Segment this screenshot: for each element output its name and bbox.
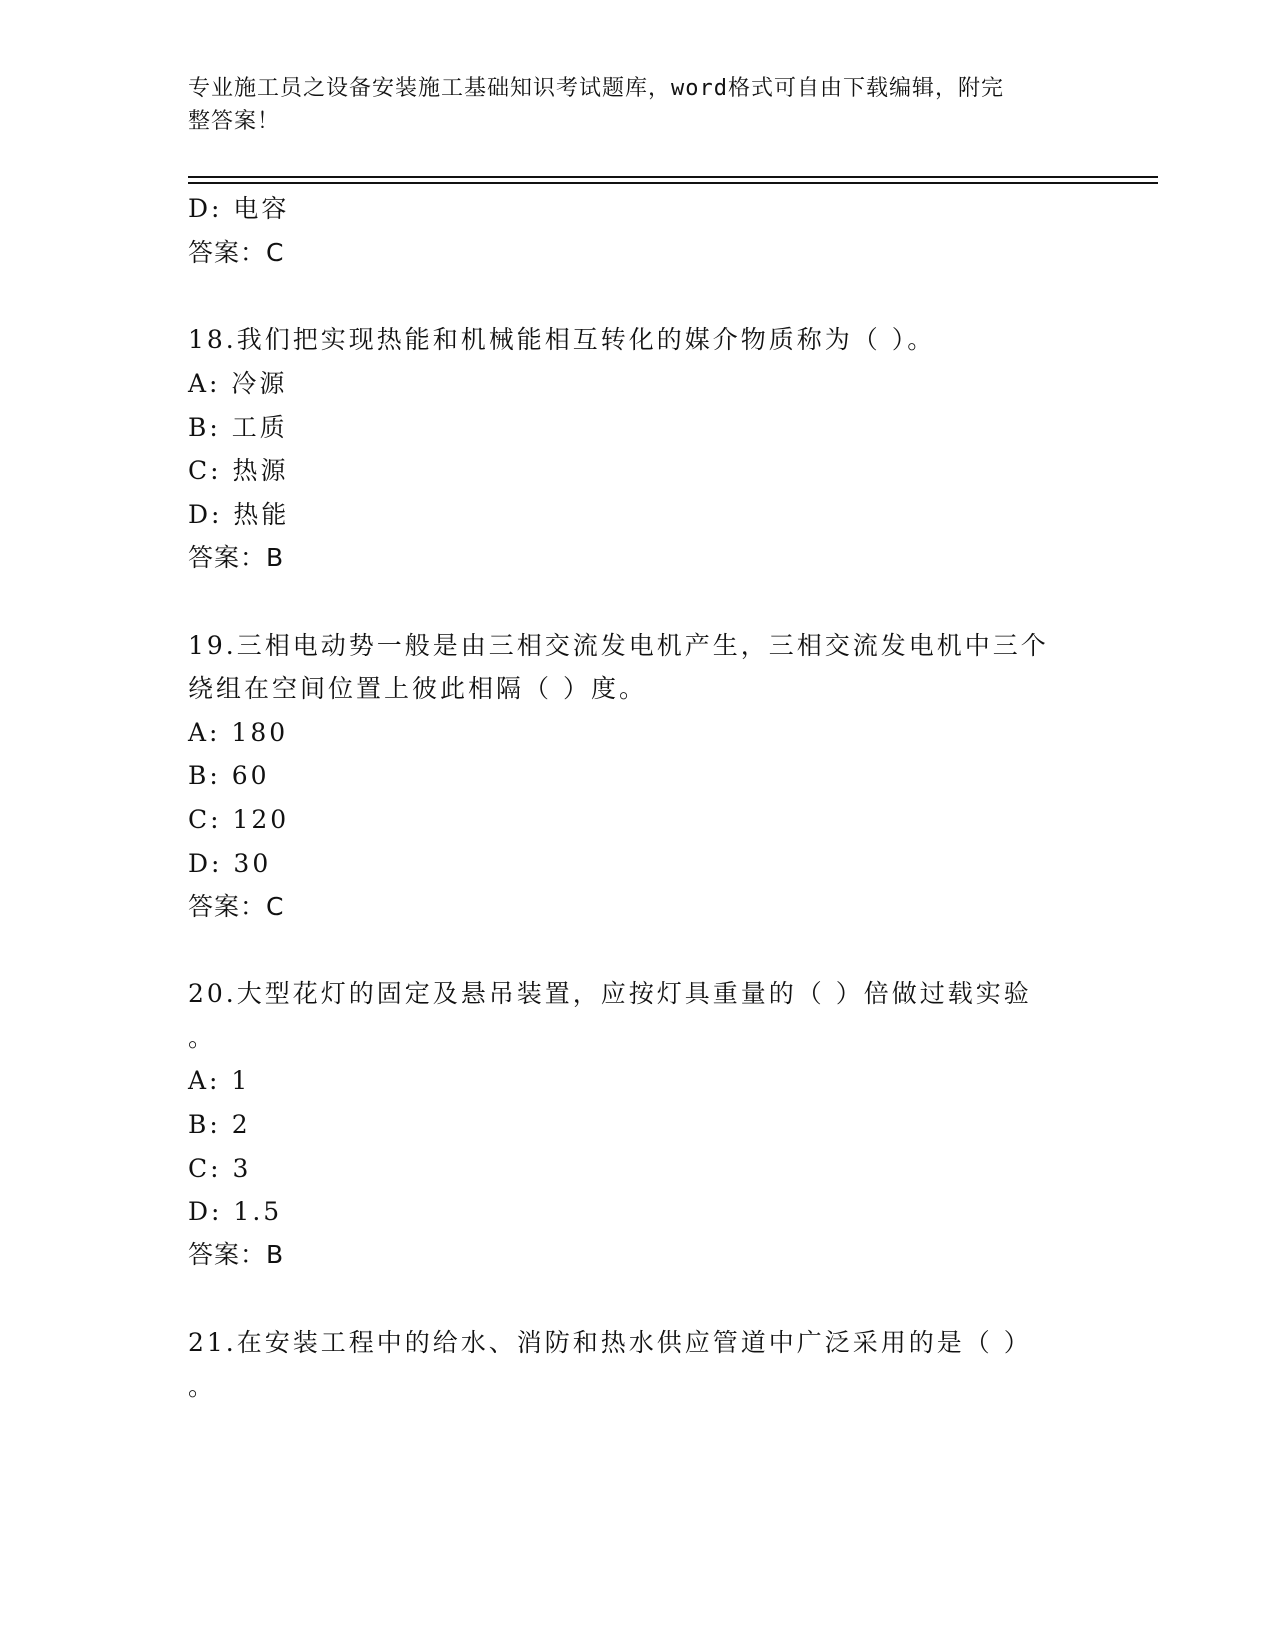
q19-option-d: D: 30 <box>188 849 272 878</box>
q18-answer: 答案：B <box>188 543 285 572</box>
q21-question-line-1: 21.在安装工程中的给水、消防和热水供应管道中广泛采用的是（ ） <box>188 1328 1032 1357</box>
q20-option-c: C: 3 <box>188 1154 252 1183</box>
q19-option-b: B: 60 <box>188 761 270 790</box>
header-rule-bottom <box>188 182 1158 184</box>
header-line-1: 专业施工员之设备安装施工基础知识考试题库，word格式可自由下载编辑，附完 <box>188 76 1004 101</box>
q20-question-line-1: 20.大型花灯的固定及悬吊装置，应按灯具重量的（ ）倍做过载实验 <box>188 979 1032 1008</box>
q21-question-line-2: 。 <box>188 1372 217 1401</box>
q18-option-c: C: 热源 <box>188 456 289 485</box>
q20-question-line-2: 。 <box>188 1023 217 1052</box>
q19-option-c: C: 120 <box>188 805 290 834</box>
header-rule-top <box>188 176 1158 178</box>
q20-option-b: B: 2 <box>188 1110 251 1139</box>
header-line-2: 整答案！ <box>188 109 281 134</box>
q19-option-a: A: 180 <box>188 718 289 747</box>
q18-option-d: D: 热能 <box>188 500 290 529</box>
q20-answer: 答案：B <box>188 1240 285 1269</box>
q19-question-line-1: 19.三相电动势一般是由三相交流发电机产生，三相交流发电机中三个 <box>188 631 1049 660</box>
q19-question-line-2: 绕组在空间位置上彼此相隔（ ）度。 <box>188 674 647 703</box>
q18-option-a: A: 冷源 <box>188 369 288 398</box>
q19-answer: 答案：C <box>188 892 285 921</box>
q18-question: 18.我们把实现热能和机械能相互转化的媒介物质称为（ ）。 <box>188 325 936 354</box>
q17-option-d: D: 电容 <box>188 194 290 223</box>
q17-answer: 答案：C <box>188 238 285 267</box>
q18-option-b: B: 工质 <box>188 413 288 442</box>
q20-option-a: A: 1 <box>188 1066 251 1095</box>
q20-option-d: D: 1.5 <box>188 1197 283 1226</box>
page-header <box>188 72 1088 138</box>
